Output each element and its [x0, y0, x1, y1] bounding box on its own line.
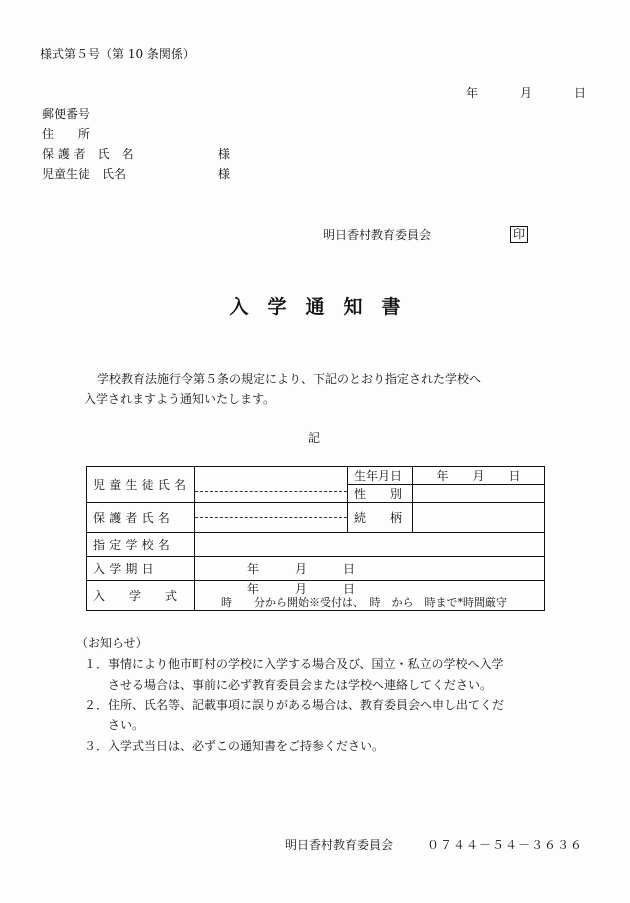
footer-issuer: 明日香村教育委員会	[285, 838, 394, 852]
guardian-label: 保 護 者 氏 名	[42, 147, 134, 161]
document-title: 入 学 通 知 書	[229, 296, 401, 318]
notice-item-2-line-1: ２．住所、氏名等、記載事項に誤りがある場合は、教育委員会へ申し出てくだ	[84, 698, 505, 712]
body-line-2: 入学されますよう通知いたします。	[84, 392, 276, 406]
student-honorific: 様	[218, 167, 231, 181]
form-number: 様式第５号（第 10 条関係）	[40, 47, 195, 61]
student-name-field[interactable]	[195, 467, 348, 503]
ceremony-label: 入 学 式	[87, 581, 195, 611]
gender-label: 性 別	[348, 485, 413, 503]
guardian-name-field[interactable]	[195, 503, 348, 533]
footer-phone: ０７４４－５４－３６３６	[427, 838, 584, 852]
ceremony-time: 時 分から開始※受付は、 時 から 時まで*時間厳守	[221, 595, 507, 609]
relation-label: 続 柄	[348, 503, 413, 533]
ki-heading: 記	[308, 431, 321, 445]
body-line-1: 学校教育法施行令第５条の規定により、下記のとおり指定された学校へ	[97, 372, 482, 386]
seal-text: 印	[510, 226, 528, 243]
school-field[interactable]	[195, 533, 545, 557]
guardian-name-label: 保護者氏名	[87, 503, 195, 533]
birth-date-field[interactable]: 年 月 日	[413, 467, 545, 485]
issuer: 明日香村教育委員会	[323, 228, 432, 242]
seal-stamp	[510, 226, 528, 243]
entry-period-label: 入学期日	[87, 557, 195, 581]
entry-info-table	[86, 466, 545, 611]
school-label: 指定学校名	[87, 533, 195, 557]
gender-field[interactable]	[413, 485, 545, 503]
birth-date-label: 生年月日	[348, 467, 413, 485]
ceremony-date: 年 月 日	[247, 581, 356, 596]
notice-item-1-line-1: １．事情により他市町村の学校に入学する場合及び、国立・私立の学校へ入学	[84, 657, 504, 671]
date-year: 年	[466, 86, 479, 100]
address-label: 住 所	[42, 127, 91, 141]
date-day: 日	[574, 86, 587, 100]
postal-code-label: 郵便番号	[42, 107, 91, 121]
notice-item-3-line-1: ３．入学式当日は、必ずこの通知書をご持参ください。	[84, 739, 385, 753]
student-label: 児童生徒 氏名	[42, 167, 127, 181]
entry-period-field[interactable]: 年 月 日	[195, 557, 545, 581]
notice-heading: （お知らせ）	[76, 636, 148, 650]
date-month: 月	[520, 86, 533, 100]
notice-item-2-line-2: さい。	[108, 718, 145, 732]
ceremony-field[interactable]	[195, 581, 545, 611]
guardian-honorific: 様	[218, 147, 231, 161]
relation-field[interactable]	[413, 503, 545, 533]
student-name-label: 児童生徒氏名	[87, 467, 195, 503]
notice-item-1-line-2: させる場合は、事前に必ず教育委員会または学校へ連絡してください。	[108, 678, 493, 692]
